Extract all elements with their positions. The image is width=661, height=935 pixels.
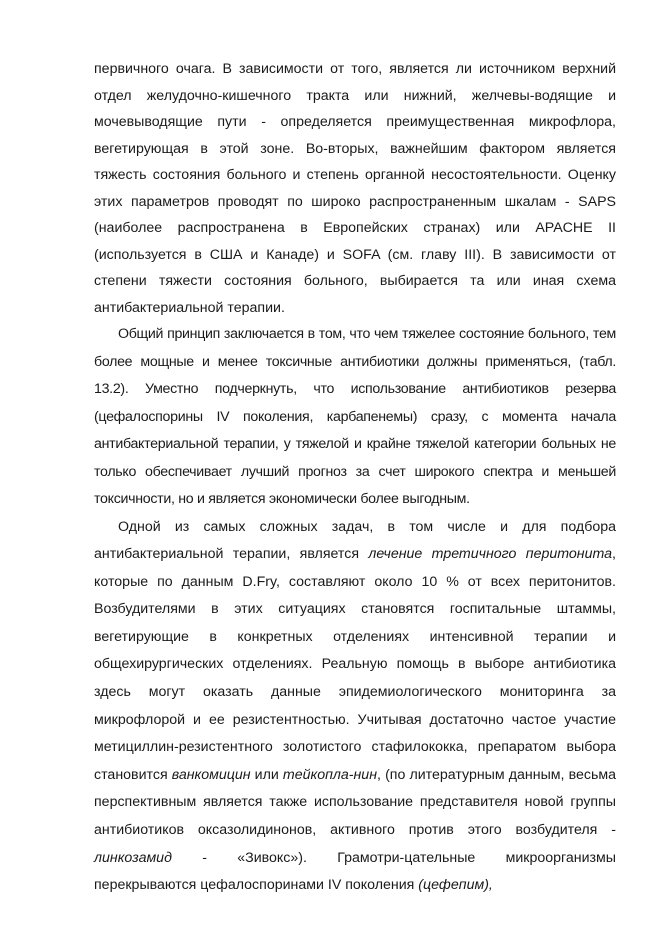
term-tertiary-peritonitis: лечение третичного перитонита bbox=[368, 546, 613, 563]
term-vancomycin: ванкомицин bbox=[171, 766, 251, 783]
document-page bbox=[94, 56, 616, 900]
term-linezolid: линкозамид bbox=[94, 849, 172, 866]
term-cefepime: (цефепим), bbox=[418, 877, 493, 894]
paragraph-1: первичного очага. В зависимости от того, является ли источником верхний отдел желудочно-кишечного тракта или нижний, желчевы-водящие и мочевыводящие пути - определяется преимущественная микрофлора, вегетирующая в этой зоне. Во-вторых, важнейшим фактором является тяжесть состояния больного и степень органной несостоятельности. Оценку этих параметров проводят по широко распространенным шкалам - SAPS (наиболее распространена в Европейских странах) или APACHE II (используется в США и Канаде) и SOFA (см. главу III). В зависимости от степени тяжести состояния больного, выбирается та или иная схема антибактериальной терапии. bbox=[94, 61, 616, 316]
paragraph-2: Общий принцип заключается в том, что чем тяжелее состояние больного, тем более мощные и менее токсичные антибиотики должны применяться, (табл. 13.2). Уместно подчеркнуть, что использование антибиотиков резерва (цефалоспорины IV поколения, карбапенемы) сразу, с момента начала антибактериальной терапии, у тяжелой и крайне тяжелой категории больных не только обеспечивает лучший прогноз за счет широкого спектра и меньшей токсичности, но и является экономически более выгодным. bbox=[94, 326, 616, 507]
paragraph-3-text-1: Одной из самых сложных задач, в том числе и для подбора антибактериальной терапии, является bbox=[94, 518, 616, 563]
paragraph-3-text-4: , (по литературным данным, весьма перспективным является также использование представителя новой группы антибиотиков оксазолидинонов, активного против этого возбудителя - bbox=[94, 766, 616, 839]
term-teicoplanin: тейкопла-нин bbox=[282, 766, 378, 783]
paragraph-3-text-5: - «Зивокс»). Грамотри-цательные микроорганизмы перекрываются цефалоспоринами IV поколения bbox=[94, 849, 616, 894]
paragraph-3-text-3: или bbox=[250, 766, 283, 783]
paragraph-3-text-2: , которые по данным D.Fry, составляют около 10 % от всех перитонитов. Возбудителями в этих ситуациях становятся госпитальные штаммы, вегетирующие в конкретных отделениях интенсивной терапии и общехирургических отделениях. Реальную помощь в выборе антибиотика здесь могут оказать данные эпидемиологического мониторинга за микрофлорой и ее резистентностью. Учитывая достаточно частое участие метициллин-резистентного золотистого стафилококка, препаратом выбора становится bbox=[94, 546, 616, 783]
paragraph-3 bbox=[94, 514, 616, 900]
